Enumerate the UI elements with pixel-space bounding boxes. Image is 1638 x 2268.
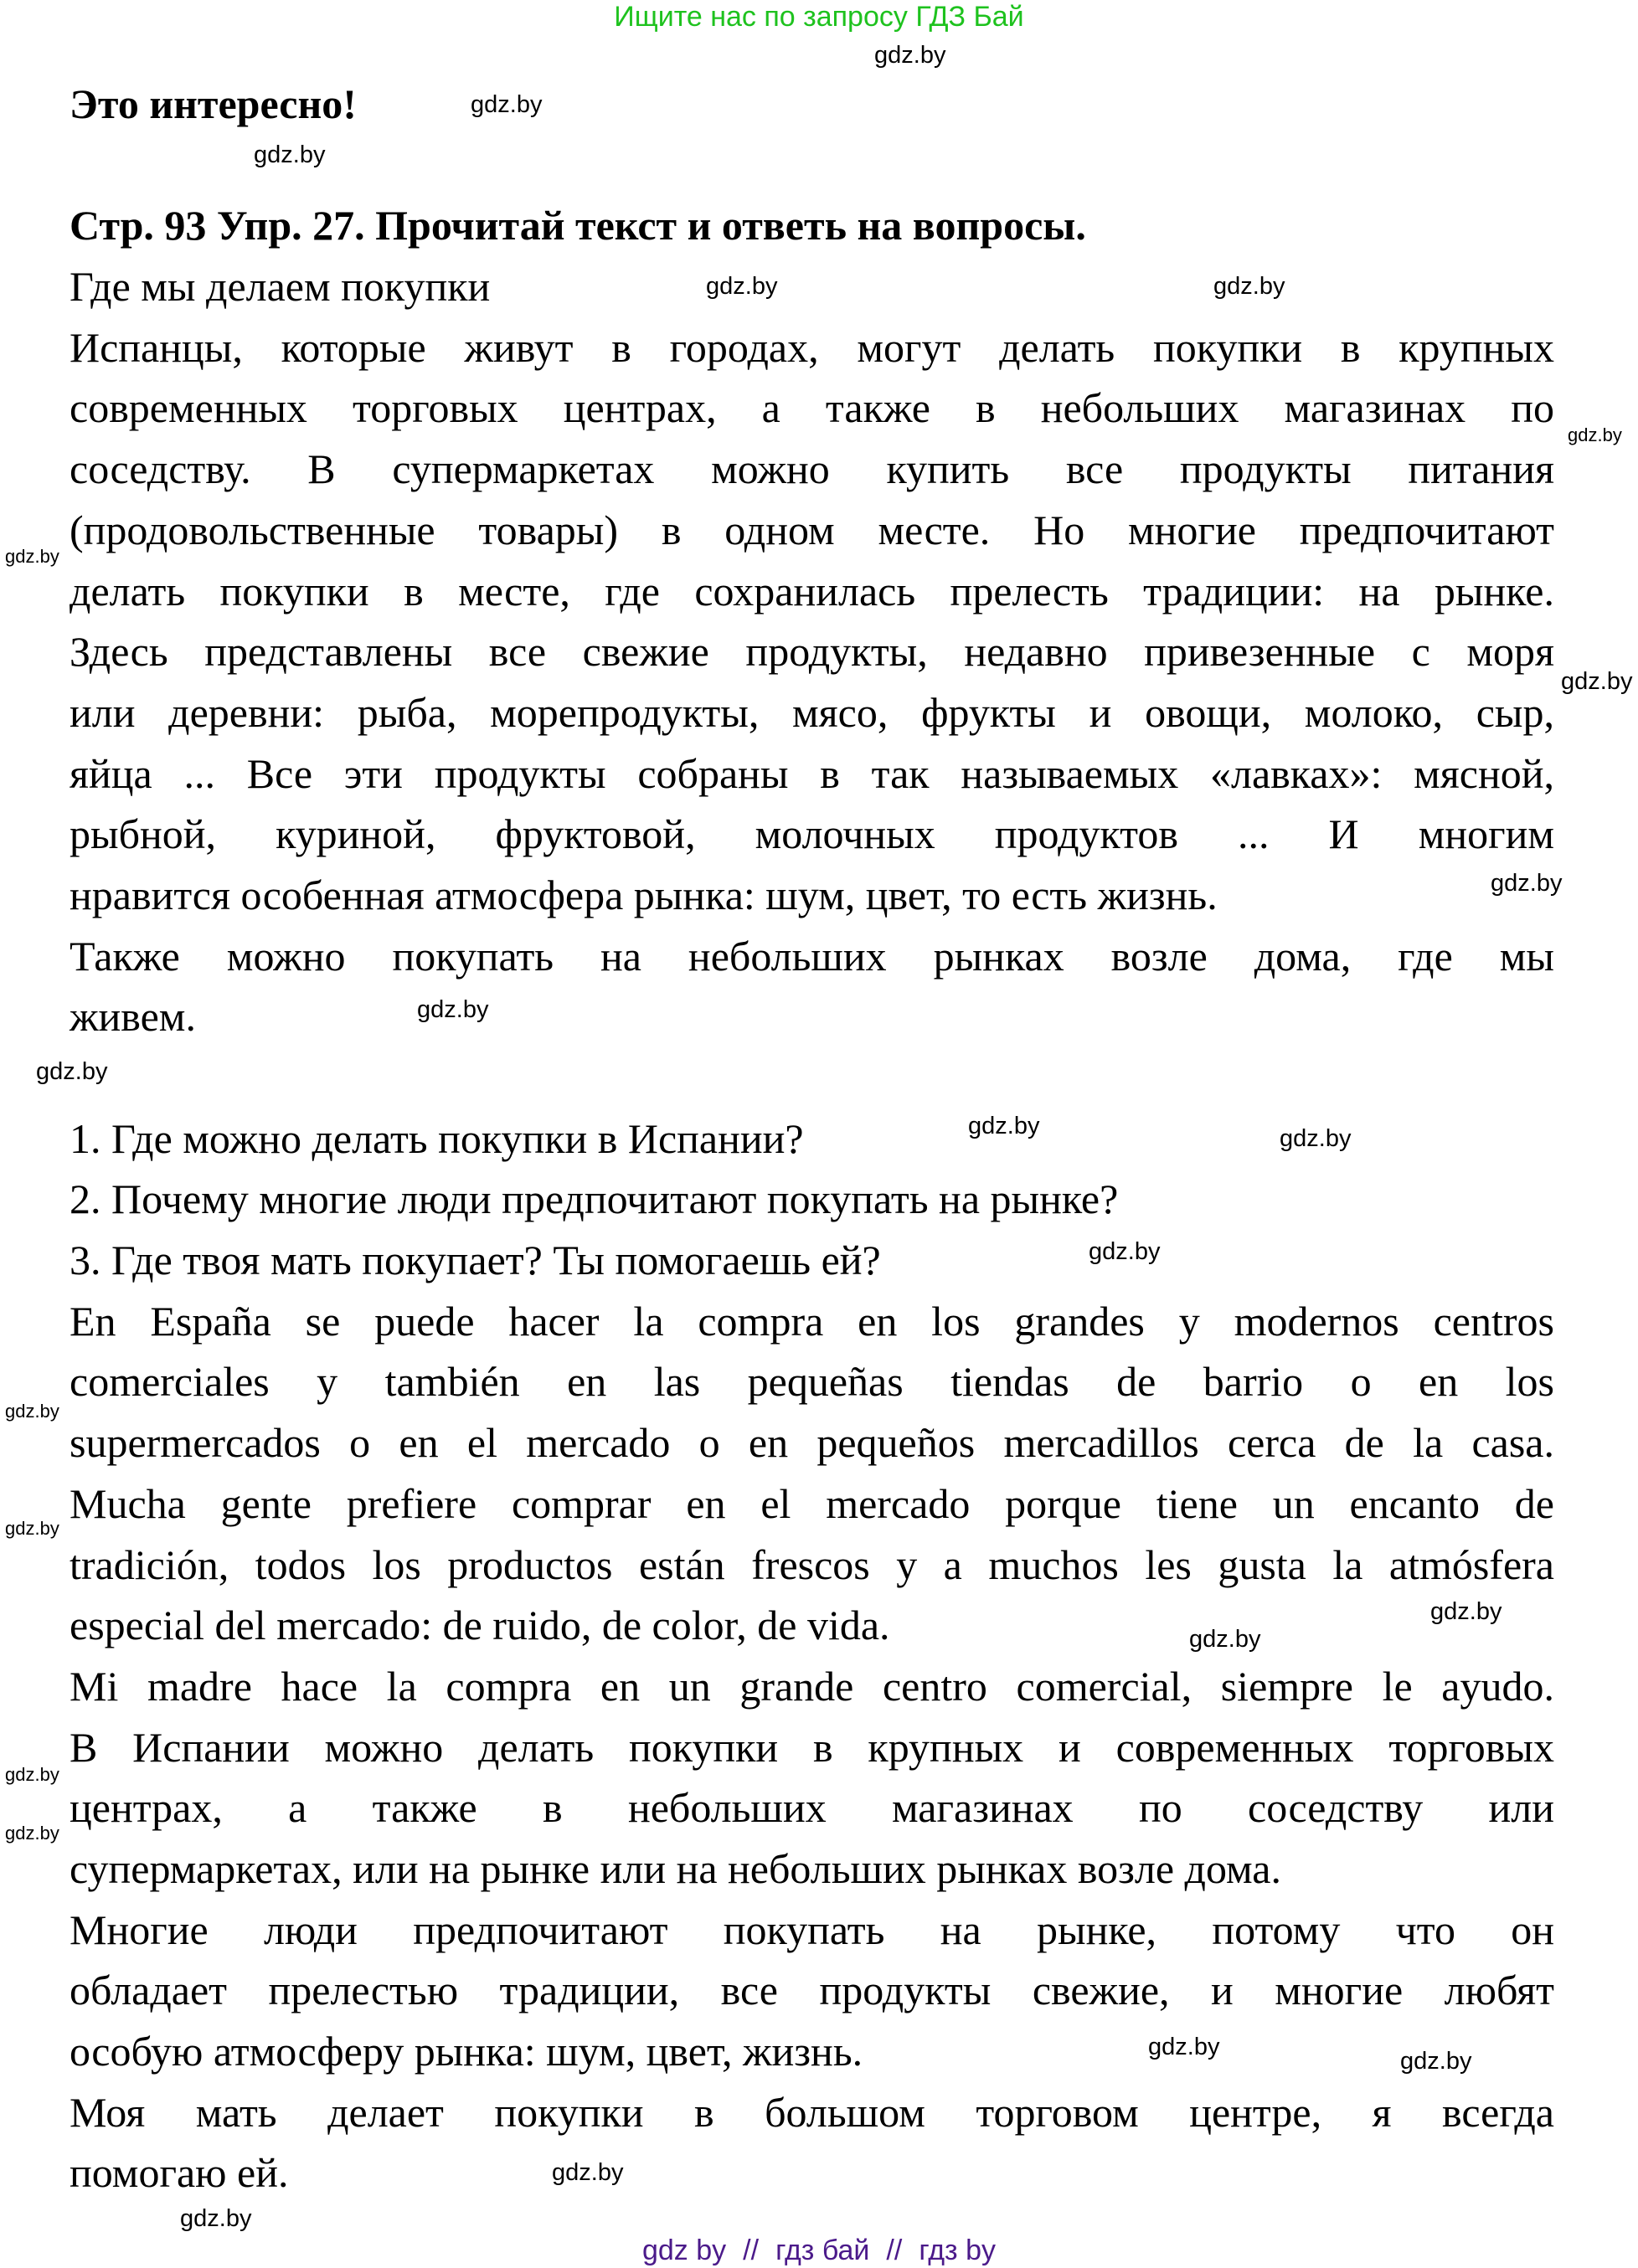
watermark: gdz.by <box>706 273 778 300</box>
text-line: нравится особенная атмосфера рынка: шум, цвет, то есть жизнь. <box>70 871 1218 918</box>
watermark: gdz.by <box>1430 1598 1502 1625</box>
text-line: обладает прелестью традиции, все продукты свежие, и многие любят <box>70 1967 1554 2014</box>
watermark: gdz.by <box>36 1058 108 1085</box>
footer-separator: // <box>886 2235 903 2266</box>
footer-link-gdz-by[interactable]: гдз by <box>919 2235 996 2266</box>
footer-links <box>0 2234 1638 2267</box>
footer-link-gdz[interactable]: gdz by <box>641 2235 727 2266</box>
text-line: соседству. В супермаркетах можно купить все продукты питания <box>70 445 1554 493</box>
watermark: gdz.by <box>5 546 59 567</box>
watermark: gdz.by <box>5 1823 59 1844</box>
text-line: Mucha gente prefiere comprar en el mercado porque tiene un encanto de <box>70 1479 1554 1527</box>
watermark: gdz.by <box>471 91 543 118</box>
watermark: gdz.by <box>1089 1238 1161 1265</box>
text-line: рыбной, куриной, фруктовой, молочных продуктов ... И многим <box>70 810 1554 858</box>
search-banner: Ищите нас по запросу ГДЗ Бай <box>614 1 1024 33</box>
text-line: Здесь представлены все свежие продукты, недавно привезенные с моря <box>70 628 1554 676</box>
text-line: Многие люди предпочитают покупать на рынке, потому что он <box>70 1905 1554 1953</box>
watermark: gdz.by <box>1491 870 1563 897</box>
text-line: especial del mercado: de ruido, de color, de vida. <box>70 1602 890 1649</box>
text-line: En España se puede hacer la compra en los grandes y modernos centros <box>70 1297 1554 1345</box>
text-line: supermercados o en el mercado o en pequeños mercadillos cerca de la casa. <box>70 1419 1554 1467</box>
text-line: делать покупки в месте, где сохранилась прелесть традиции: на рынке. <box>70 567 1554 615</box>
text-line: 2. Почему многие люди предпочитают покупать на рынке? <box>70 1175 1119 1223</box>
text-line: особую атмосферу рынка: шум, цвет, жизнь. <box>70 2028 863 2075</box>
watermark: gdz.by <box>968 1113 1040 1139</box>
watermark: gdz.by <box>1189 1626 1261 1653</box>
watermark: gdz.by <box>552 2159 624 2186</box>
heading-line: Стр. 93 Упр. 27. Прочитай текст и ответь на вопросы. <box>70 202 1086 249</box>
text-line: современных торговых центрах, а также в небольших магазинах по <box>70 384 1554 432</box>
text-line: яйца ... Все эти продукты собраны в так называемых «лавках»: мясной, <box>70 749 1554 797</box>
watermark: gdz.by <box>1148 2034 1220 2060</box>
text-line: живем. <box>70 993 196 1041</box>
watermark: gdz.by <box>1561 668 1633 695</box>
text-line: В Испании можно делать покупки в крупных и современных торговых <box>70 1723 1554 1771</box>
watermark: gdz.by <box>5 1764 59 1785</box>
text-line: Где мы делаем покупки <box>70 263 491 311</box>
watermark: gdz.by <box>180 2205 252 2232</box>
text-line: супермаркетах, или на рынке или на небольших рынках возле дома. <box>70 1844 1281 1892</box>
text-line: Испанцы, которые живут в городах, могут делать покупки в крупных <box>70 323 1554 371</box>
text-line: Mi madre hace la compra en un grande centro comercial, siempre le ayudo. <box>70 1662 1554 1710</box>
text-line: Также можно покупать на небольших рынках возле дома, где мы <box>70 932 1554 980</box>
text-line: 1. Где можно делать покупки в Испании? <box>70 1114 804 1162</box>
watermark: gdz.by <box>1280 1125 1352 1152</box>
text-line: помогаю ей. <box>70 2149 289 2197</box>
watermark: gdz.by <box>254 141 326 168</box>
text-line: или деревни: рыба, морепродукты, мясо, фрукты и овощи, молоко, сыр, <box>70 688 1554 736</box>
text-line: Моя мать делает покупки в большом торговом центре, я всегда <box>70 2088 1554 2136</box>
text-line: comerciales y también en las pequeñas tiendas de barrio o en los <box>70 1358 1554 1406</box>
watermark: gdz.by <box>1213 273 1285 300</box>
watermark: gdz.by <box>874 42 946 69</box>
heading-line: Это интересно! <box>70 80 357 127</box>
text-line: 3. Где твоя мать покупает? Ты помогаешь ей? <box>70 1237 881 1284</box>
text-line: (продовольственные товары) в одном месте. Но многие предпочитают <box>70 506 1554 553</box>
watermark: gdz.by <box>5 1518 59 1539</box>
text-line: центрах, а также в небольших магазинах по соседству или <box>70 1784 1554 1832</box>
watermark: gdz.by <box>1400 2048 1472 2075</box>
watermark: gdz.by <box>417 996 489 1023</box>
footer-link-gdz-bai[interactable]: гдз бай <box>775 2235 870 2266</box>
watermark: gdz.by <box>5 1401 59 1422</box>
footer-separator: // <box>743 2235 760 2266</box>
watermark: gdz.by <box>1568 424 1622 445</box>
text-line: tradición, todos los productos están frescos y a muchos les gusta la atmósfera <box>70 1540 1554 1588</box>
